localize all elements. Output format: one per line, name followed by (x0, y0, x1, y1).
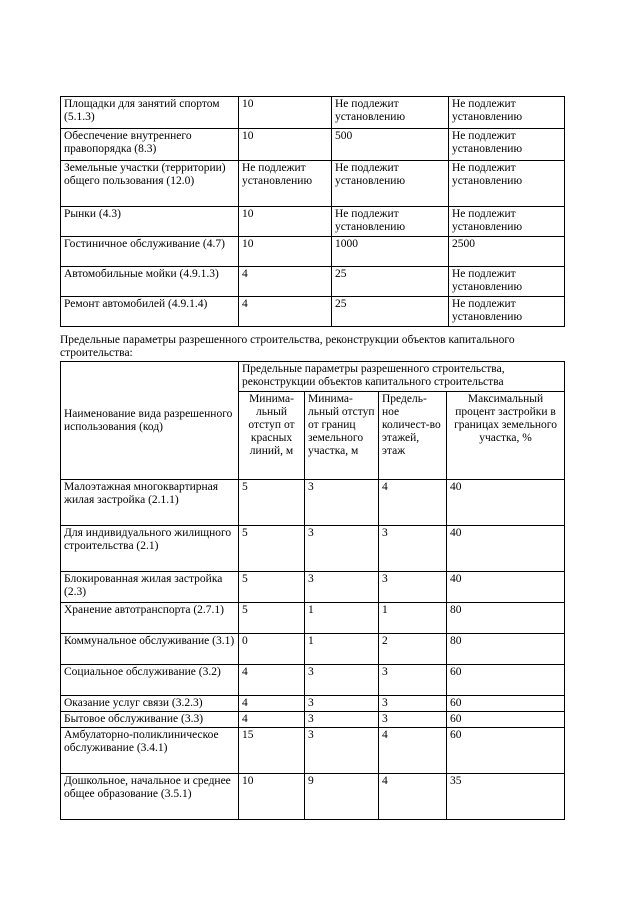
table-cell: 4 (379, 728, 447, 774)
table-row (61, 480, 565, 526)
table-cell: Дошкольное, начальное и среднее общее образование (3.5.1) (61, 774, 239, 820)
table-row (61, 634, 565, 665)
table-row (61, 267, 565, 297)
table-cell: 40 (447, 480, 565, 526)
table-cell: 3 (379, 712, 447, 728)
table-row (61, 712, 565, 728)
table-row (61, 161, 565, 207)
table-cell: 3 (379, 665, 447, 696)
table-cell: 3 (379, 572, 447, 603)
table-cell: Малоэтажная многоквартирная жилая застройка (2.1.1) (61, 480, 239, 526)
table-cell: 2 (379, 634, 447, 665)
table-cell: 10 (239, 97, 332, 129)
table-cell: Рынки (4.3) (61, 207, 239, 237)
table-cell: 3 (305, 480, 379, 526)
table-cell: Оказание услуг связи (3.2.3) (61, 696, 239, 712)
header-name-cell: Наименование вида разрешенного использования (код) (61, 362, 239, 480)
table-cell: 500 (332, 129, 449, 161)
table-row (61, 774, 565, 820)
table-row (61, 728, 565, 774)
table-cell: 80 (447, 603, 565, 634)
table-cell: Коммунальное обслуживание (3.1) (61, 634, 239, 665)
table-cell: 0 (239, 634, 305, 665)
table-cell: Не подлежит установлению (332, 97, 449, 129)
table-row (61, 129, 565, 161)
header-group-cell: Предельные параметры разрешенного строительства, реконструкции объектов капитального строительства (239, 362, 565, 392)
table-cell: 4 (379, 774, 447, 820)
table-cell: 35 (447, 774, 565, 820)
table-cell: Площадки для занятий спортом (5.1.3) (61, 97, 239, 129)
table-cell: 60 (447, 728, 565, 774)
table-cell: 3 (379, 696, 447, 712)
table-row (61, 572, 565, 603)
table-cell: Не подлежит установлению (449, 161, 565, 207)
table-row (61, 297, 565, 327)
table-row (61, 207, 565, 237)
table-cell: 4 (239, 696, 305, 712)
table-cell: 15 (239, 728, 305, 774)
table1-body (61, 97, 565, 327)
table-cell: 9 (305, 774, 379, 820)
table-cell: Земельные участки (территории) общего пользования (12.0) (61, 161, 239, 207)
construction-limits-table (60, 361, 565, 820)
table-cell: 10 (239, 129, 332, 161)
table-cell: 60 (447, 712, 565, 728)
table-cell: Не подлежит установлению (449, 207, 565, 237)
table-cell: 5 (239, 603, 305, 634)
table-cell: 5 (239, 480, 305, 526)
table-cell: Не подлежит установлению (239, 161, 332, 207)
table-row (61, 696, 565, 712)
table-row (61, 526, 565, 572)
table-row (61, 97, 565, 129)
table-cell: Ремонт автомобилей (4.9.1.4) (61, 297, 239, 327)
table2-header (61, 362, 565, 480)
table-cell: 2500 (449, 237, 565, 267)
table-cell: Хранение автотранспорта (2.7.1) (61, 603, 239, 634)
table-cell: 60 (447, 665, 565, 696)
table-cell: Для индивидуального жилищного строительства (2.1) (61, 526, 239, 572)
table-cell: 1000 (332, 237, 449, 267)
table-cell: 3 (305, 665, 379, 696)
parameters-paragraph: Предельные параметры разрешенного строительства, реконструкции объектов капитального строительства: (60, 334, 515, 359)
table-cell: Блокированная жилая застройка (2.3) (61, 572, 239, 603)
table-cell: 4 (239, 267, 332, 297)
table-cell: 4 (239, 712, 305, 728)
table-cell: Не подлежит установлению (449, 297, 565, 327)
table-cell: 5 (239, 572, 305, 603)
table-cell: 3 (305, 728, 379, 774)
table-cell: 40 (447, 572, 565, 603)
table-cell: 3 (305, 526, 379, 572)
table-cell: 1 (305, 634, 379, 665)
table-cell: Не подлежит установлению (332, 161, 449, 207)
table-cell: Гостиничное обслуживание (4.7) (61, 237, 239, 267)
table-cell: 3 (305, 572, 379, 603)
table-cell: Не подлежит установлению (332, 207, 449, 237)
table-cell: 80 (447, 634, 565, 665)
table2-body (61, 480, 565, 820)
table-cell: 25 (332, 267, 449, 297)
table-cell: Социальное обслуживание (3.2) (61, 665, 239, 696)
table-cell: 3 (379, 526, 447, 572)
table-row (61, 603, 565, 634)
table-cell: 1 (379, 603, 447, 634)
table-cell: Не подлежит установлению (449, 97, 565, 129)
header-cell: Минима-льный отступ от границ земельного участка, м (305, 392, 379, 480)
table-cell: 10 (239, 207, 332, 237)
table-cell: 10 (239, 237, 332, 267)
table-cell: 25 (332, 297, 449, 327)
table-cell: Не подлежит установлению (449, 267, 565, 297)
table-cell: 3 (305, 712, 379, 728)
table-cell: 40 (447, 526, 565, 572)
table-cell: Амбулаторно-поликлиническое обслуживание (3.4.1) (61, 728, 239, 774)
table-row (61, 237, 565, 267)
table-cell: 3 (305, 696, 379, 712)
header-cell: Максимальный процент застройки в границах земельного участка, % (447, 392, 565, 480)
header-row (61, 362, 565, 392)
table-cell: Автомобильные мойки (4.9.1.3) (61, 267, 239, 297)
table-cell: 4 (239, 665, 305, 696)
table-cell: 10 (239, 774, 305, 820)
table-cell: Не подлежит установлению (449, 129, 565, 161)
header-cell: Минима-льный отступ от красных линий, м (239, 392, 305, 480)
land-use-limits-table (60, 96, 565, 327)
table-cell: 4 (239, 297, 332, 327)
table-cell: 4 (379, 480, 447, 526)
table-cell: 5 (239, 526, 305, 572)
table-cell: Обеспечение внутреннего правопорядка (8.3) (61, 129, 239, 161)
table-cell: 60 (447, 696, 565, 712)
table-cell: 1 (305, 603, 379, 634)
table-cell: Бытовое обслуживание (3.3) (61, 712, 239, 728)
header-cell: Предель-ное количест-во этажей, этаж (379, 392, 447, 480)
table-row (61, 665, 565, 696)
